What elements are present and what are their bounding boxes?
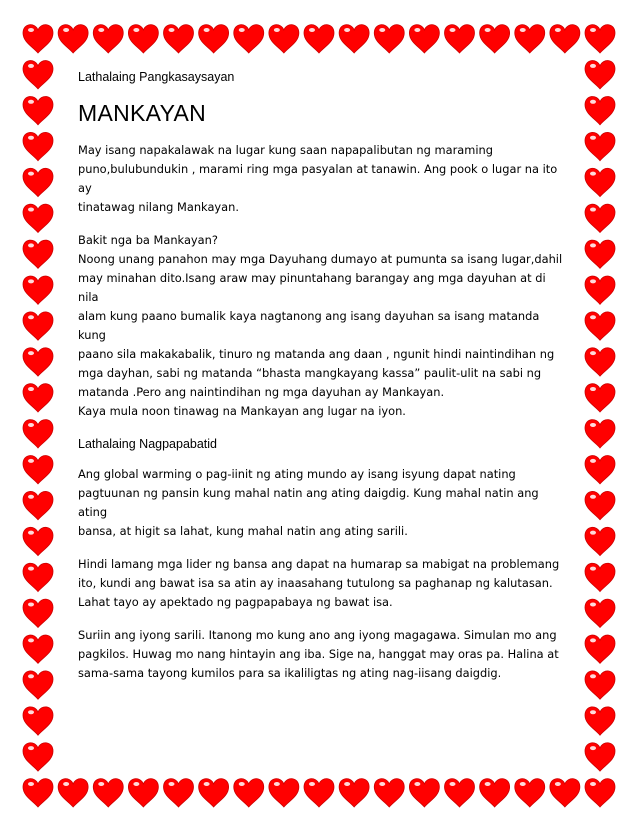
article2-paragraph-1 [78,465,568,541]
heart-icon [515,25,545,53]
heart-icon [585,456,615,484]
heart-icon [585,384,615,412]
heart-icon [304,779,334,807]
heart-icon [585,276,615,304]
heart-icon [23,456,53,484]
heart-icon [128,779,158,807]
heart-icon [585,240,615,268]
heart-icon [585,779,615,807]
heart-icon [374,25,404,53]
heart-icon [585,420,615,448]
heart-icon [374,779,404,807]
document-content [78,70,568,683]
heart-icon [585,527,615,555]
heart-icon [23,635,53,663]
heart-icon [585,96,615,124]
heart-icon [23,168,53,196]
article2-label: Lathalaing Nagpapabatid [78,437,218,451]
heart-icon [585,707,615,735]
heart-icon [550,25,580,53]
article1-question: Bakit nga ba Mankayan? [78,233,218,247]
heart-icon [58,779,88,807]
heart-icon [550,779,580,807]
heart-icon [480,779,510,807]
heart-icon [23,599,53,627]
heart-icon [585,671,615,699]
heart-icon [585,348,615,376]
article2-paragraph-2 [78,555,568,612]
heart-icon [269,25,299,53]
heart-icon [269,779,299,807]
heart-icon [199,25,229,53]
heart-icon [23,420,53,448]
heart-icon [199,779,229,807]
heart-icon [23,25,53,53]
text-line: tinatawag nilang Mankayan. [78,200,239,214]
article1-label: Lathalaing Pangkasaysayan [78,70,235,84]
heart-icon [23,707,53,735]
heart-icon [58,25,88,53]
text-line: may minahan dito.Isang araw may pinuntahang barangay ang mga dayuhan at di nila [78,271,546,304]
text-line: mga dayhan, sabi ng matanda “bhasta mangkayang kassa” paulit-ulit na sabi ng [78,366,542,380]
text-line: Lahat tayo ay apektado ng pagpapabaya ng bawat isa. [78,595,393,609]
heart-icon [164,25,194,53]
heart-icon [585,168,615,196]
heart-icon [23,61,53,89]
heart-icon [23,132,53,160]
heart-icon [164,779,194,807]
heart-icon [23,276,53,304]
heart-icon [339,779,369,807]
text-line: May isang napakalawak na lugar kung saan napapalibutan ng maraming [78,143,493,157]
text-line: matanda .Pero ang naintindihan ng mga dayuhan ay Mankayan. [78,385,445,399]
heart-icon [585,312,615,340]
text-line: Kaya mula noon tinawag na Mankayan ang lugar na iyon. [78,404,406,418]
heart-icon [93,779,123,807]
text-line: puno,bulubundukin , marami ring mga pasyalan at tanawin. Ang pook o lugar na ito ay [78,162,558,195]
heart-icon [409,779,439,807]
heart-icon [93,25,123,53]
heart-icon [23,563,53,591]
heart-icon [23,204,53,232]
heart-icon [128,25,158,53]
article1-story [78,250,568,421]
heart-icon [480,25,510,53]
heart-icon [445,25,475,53]
text-line: pagkilos. Huwag mo nang hintayin ang iba. Sige na, hanggat may oras pa. Halina at [78,647,559,661]
heart-icon [585,491,615,519]
article1-intro [78,141,568,217]
heart-icon [585,599,615,627]
text-line: alam kung paano bumalik kaya nagtanong ang isang dayuhan sa isang matanda kung [78,309,540,342]
heart-icon [409,25,439,53]
heart-icon [23,96,53,124]
text-line: bansa, at higit sa lahat, kung mahal natin ang ating sarili. [78,524,408,538]
heart-icon [23,491,53,519]
heart-icon [585,204,615,232]
heart-icon [585,61,615,89]
heart-icon [234,25,264,53]
text-line: paano sila makakabalik, tinuro ng matanda ang daan , ngunit hindi naintindihan ng [78,347,555,361]
heart-icon [585,132,615,160]
text-line: pagtuunan ng pansin kung mahal natin ang ating daigdig. Kung mahal natin ang ating [78,486,539,519]
text-line: Hindi lamang mga lider ng bansa ang dapat na humarap sa mabigat na problemang [78,557,560,571]
heart-icon [23,384,53,412]
heart-icon [339,25,369,53]
text-line: Noong unang panahon may mga Dayuhang dumayo at pumunta sa isang lugar,dahil [78,252,563,266]
text-line: Ang global warming o pag-iinit ng ating mundo ay isang isyung dapat nating [78,467,516,481]
heart-icon [23,527,53,555]
text-line: ito, kundi ang bawat isa sa atin ay inaasahang tutulong sa paghanap ng kalutasan. [78,576,553,590]
heart-icon [234,779,264,807]
heart-icon [585,25,615,53]
heart-icon [23,779,53,807]
heart-icon [23,671,53,699]
heart-icon [23,743,53,771]
text-line: sama-sama tayong kumilos para sa ikaliligtas ng ating nag-iisang daigdig. [78,666,502,680]
article1-title: MANKAYAN [78,100,207,126]
heart-icon [304,25,334,53]
heart-icon [585,563,615,591]
article2-paragraph-3 [78,626,568,683]
heart-icon [585,635,615,663]
heart-icon [585,743,615,771]
heart-icon [23,348,53,376]
text-line: Suriin ang iyong sarili. Itanong mo kung ano ang iyong magagawa. Simulan mo ang [78,628,557,642]
heart-icon [515,779,545,807]
heart-icon [23,240,53,268]
heart-icon [445,779,475,807]
heart-icon [23,312,53,340]
